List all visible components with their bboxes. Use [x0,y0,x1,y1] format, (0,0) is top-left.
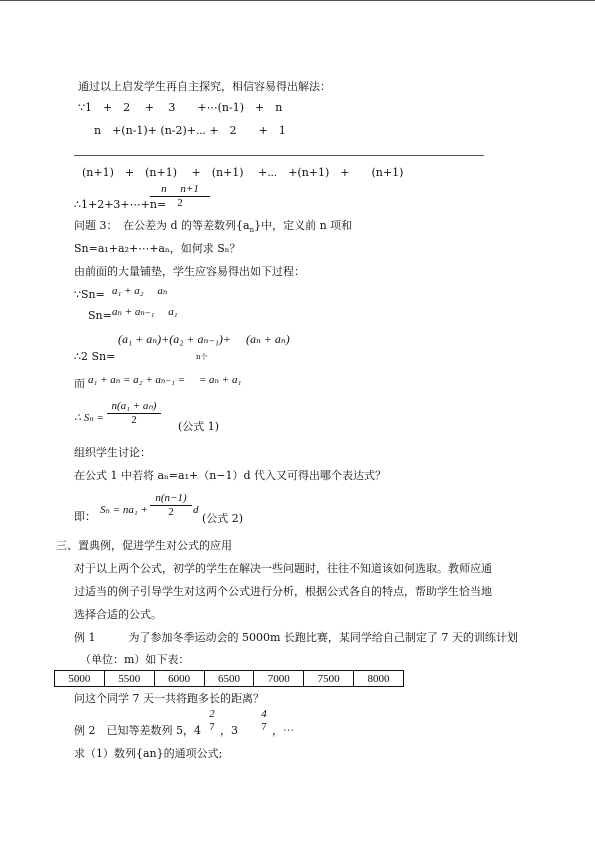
table-cell: 5500 [104,671,154,687]
text-line: 在公式 1 中若将 aₙ=a₁+（n−1）d 代入又可得出哪个表达式？ [74,469,387,482]
text-line: 求（1）数列{an}的通项公式; [74,747,223,760]
text-line: 而 [74,377,85,390]
text-line: 问题 3： 在公差为 d 的等差数列$\{a_n\}$中，定义前 n 项和 [74,219,353,235]
fraction: $\frac{\text{n(a₁ + aₙ)}}{2}$ [107,400,161,427]
fraction: $\frac{n(n-1)}{2}$ [150,492,192,519]
annotation: n个 [196,353,208,361]
text-line: 对于以上两个公式，初学的学生在解决一些问题时，往往不知道该如何选取。教师应通 [74,562,492,575]
text-line: ∴1+2+3+⋯+n= [74,198,167,211]
formula: aₙ + aₙ₋₁ a₁ [112,306,178,318]
text-line: ∵1 + 2 + 3 +⋯(n-1) + n [78,101,283,114]
formula: (a₁ + aₙ)+(a₂ + aₙ₋₁)+ (aₙ + aₙ) [118,332,290,346]
training-table [54,670,404,687]
formula-label: (公式 1) [178,420,220,433]
table-cell: 6000 [154,671,204,687]
formula: Sₙ = na₁ + [100,504,148,516]
table-cell: 5000 [55,671,105,687]
text-line: 组织学生讨论： [74,446,151,459]
text-line: （单位：m）如下表： [80,653,190,666]
text-line: 由前面的大量铺垫，学生应容易得出如下过程： [74,265,305,278]
text-line: ∵Sn= [74,288,105,301]
table-cell: 7500 [304,671,354,687]
text-line: ，3 [220,724,238,737]
text-line: Sn= [88,309,112,322]
table-row [55,671,404,687]
text-line: 过适当的例子引导学生对这两个公式进行分析，根据公式各自的特点，帮助学生恰当地 [74,585,492,598]
formula: ∴ Sₙ = [74,412,104,424]
table-cell: 6500 [204,671,254,687]
text-line: 问这个同学 7 天一共将跑多长的距离？ [74,692,264,705]
fraction: $\frac{\text{n n+1}}{2}$ [150,183,210,210]
text-line: 例 1 为了参加冬季运动会的 5000m 长跑比赛，某同学给自己制定了 7 天的训练计划 [74,631,518,644]
text-line: 即： [74,510,96,523]
formula: a₁ + aₙ = a₂ + aₙ₋₁ = = aₙ + a₁ [88,374,242,386]
text-line: 选择合适的公式。 [74,608,162,621]
table-cell: 8000 [354,671,404,687]
text-line: (n+1) + (n+1) + (n+1) +⋯ +(n+1) + (n+1) [82,166,404,179]
text-line: n +(n-1)+ (n-2)+⋯ + 2 + 1 [94,124,286,137]
text-line: ，⋯ [272,724,294,737]
formula: a₁ + a₂ aₙ [112,285,168,297]
fraction: 4 7 [261,708,267,733]
formula: d [193,504,199,516]
text-line: 通过以上启发学生再自主探究，相信容易得出解法： [78,80,331,93]
section-heading: 三、置典例，促进学生对公式的应用 [56,539,232,552]
text-line: Sn=a₁+a₂+⋯+aₙ，如何求 Sₙ？ [74,242,241,255]
sum-divider [74,155,484,156]
fraction: 2 7 [209,708,215,733]
text-line: ∴2 Sn= [74,350,116,363]
formula-label: (公式 2) [202,512,244,525]
top-rule [0,0,595,1]
table-cell: 7000 [254,671,304,687]
text-line: 例 2 已知等差数列 5，4 [74,724,201,737]
